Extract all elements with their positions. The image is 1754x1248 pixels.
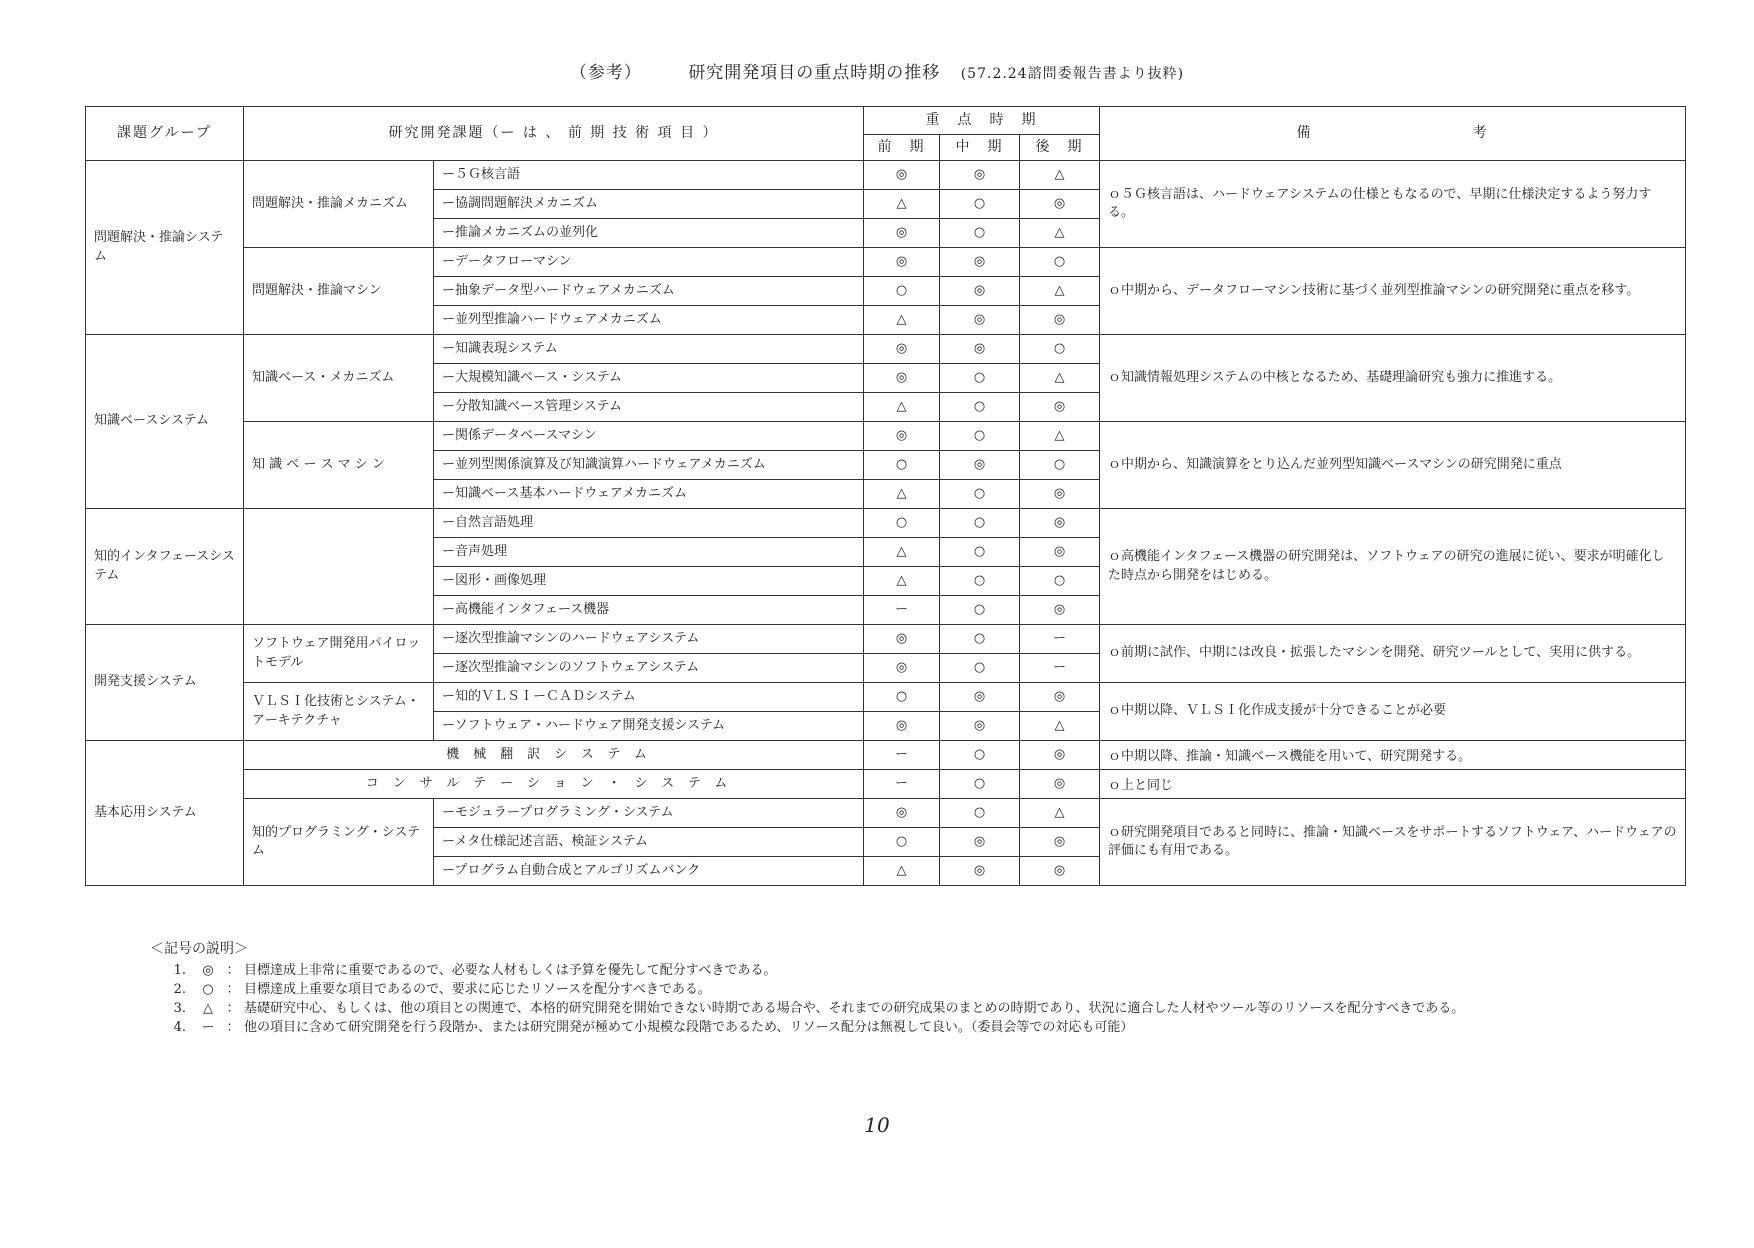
late-mark: ◎ bbox=[1020, 538, 1100, 567]
late-mark: ○ bbox=[1020, 248, 1100, 277]
late-mark: ◎ bbox=[1020, 480, 1100, 509]
subgroup-label: 問題解決・推論メカニズム bbox=[244, 161, 434, 248]
item-name: ー抽象データ型ハードウェアメカニズム bbox=[434, 277, 864, 306]
circle-icon: ○ bbox=[202, 982, 214, 997]
mid-mark: ○ bbox=[940, 422, 1020, 451]
mid-mark: ○ bbox=[940, 799, 1020, 828]
early-mark: △ bbox=[864, 567, 940, 596]
late-mark: ◎ bbox=[1020, 596, 1100, 625]
item-name: ー自然言語処理 bbox=[434, 509, 864, 538]
legend-item: 1. ◎ ： 目標達成上非常に重要であるので、必要な人材もしくは予算を優先して配分すべきである。 bbox=[150, 961, 1614, 980]
early-mark: △ bbox=[864, 306, 940, 335]
early-mark: ◎ bbox=[864, 335, 940, 364]
mid-mark: ◎ bbox=[940, 335, 1020, 364]
late-mark: ◎ bbox=[1020, 857, 1100, 886]
mid-mark: ○ bbox=[940, 770, 1020, 799]
early-mark: ○ bbox=[864, 277, 940, 306]
mid-mark: ◎ bbox=[940, 712, 1020, 741]
item-name: ーデータフローマシン bbox=[434, 248, 864, 277]
mid-mark: ○ bbox=[940, 364, 1020, 393]
group-label: 開発支援システム bbox=[86, 625, 244, 741]
legend-num: 3. bbox=[173, 1001, 186, 1016]
late-mark: ○ bbox=[1020, 335, 1100, 364]
item-name: ー知識ベース基本ハードウェアメカニズム bbox=[434, 480, 864, 509]
late-mark: ◎ bbox=[1020, 306, 1100, 335]
note: ｏ５Ｇ核言語は、ハードウェアシステムの仕様ともなるので、早期に仕様決定するよう努力する。 bbox=[1100, 161, 1686, 248]
subgroup-label: 知 識 ベ ー ス マ シ ン bbox=[244, 422, 434, 509]
legend-text: 目標達成上重要な項目であるので、要求に応じたリソースを配分すべきである。 bbox=[244, 982, 711, 997]
item-name: ー協調問題解決メカニズム bbox=[434, 190, 864, 219]
early-mark: △ bbox=[864, 857, 940, 886]
early-mark: ー bbox=[864, 770, 940, 799]
late-mark: ◎ bbox=[1020, 828, 1100, 857]
early-mark: △ bbox=[864, 393, 940, 422]
mid-mark: ◎ bbox=[940, 277, 1020, 306]
late-mark: ◎ bbox=[1020, 770, 1100, 799]
mid-mark: ◎ bbox=[940, 306, 1020, 335]
early-mark: ○ bbox=[864, 683, 940, 712]
item-name: ー逐次型推論マシンのソフトウェアシステム bbox=[434, 654, 864, 683]
early-mark: ○ bbox=[864, 451, 940, 480]
early-mark: △ bbox=[864, 190, 940, 219]
late-mark: △ bbox=[1020, 712, 1100, 741]
early-mark: △ bbox=[864, 538, 940, 567]
note: ｏ高機能インタフェース機器の研究開発は、ソフトウェアの研究の進展に従い、要求が明確化した時点から開発をはじめる。 bbox=[1100, 509, 1686, 625]
late-mark: ◎ bbox=[1020, 741, 1100, 770]
late-mark: ◎ bbox=[1020, 509, 1100, 538]
item-name: ー逐次型推論マシンのハードウェアシステム bbox=[434, 625, 864, 654]
item-name: ー音声処理 bbox=[434, 538, 864, 567]
item-name: ー知的ＶＬＳＩーＣＡＤシステム bbox=[434, 683, 864, 712]
subgroup-label: 問題解決・推論マシン bbox=[244, 248, 434, 335]
note: ｏ中期以降、ＶＬＳＩ化作成支援が十分できることが必要 bbox=[1100, 683, 1686, 741]
late-mark: △ bbox=[1020, 219, 1100, 248]
early-mark: ー bbox=[864, 741, 940, 770]
header-mid: 中 期 bbox=[940, 135, 1020, 161]
late-mark: △ bbox=[1020, 161, 1100, 190]
item-name: ープログラム自動合成とアルゴリズムバンク bbox=[434, 857, 864, 886]
early-mark: ◎ bbox=[864, 799, 940, 828]
legend-num: 2. bbox=[173, 982, 186, 997]
note: ｏ知識情報処理システムの中核となるため、基礎理論研究も強力に推進する。 bbox=[1100, 335, 1686, 422]
legend-num: 4. bbox=[173, 1020, 186, 1035]
early-mark: ◎ bbox=[864, 625, 940, 654]
legend-num: 1. bbox=[173, 963, 186, 978]
mid-mark: ◎ bbox=[940, 857, 1020, 886]
item-name: ーメタ仕様記述言語、検証システム bbox=[434, 828, 864, 857]
late-mark: ー bbox=[1020, 654, 1100, 683]
note: ｏ研究開発項目であると同時に、推論・知識ベースをサポートするソフトウェア、ハードウェアの評価にも有用である。 bbox=[1100, 799, 1686, 886]
header-late: 後 期 bbox=[1020, 135, 1100, 161]
late-mark: △ bbox=[1020, 799, 1100, 828]
page-number: 10 bbox=[864, 1113, 890, 1137]
note: ｏ中期から、データフローマシン技術に基づく並列型推論マシンの研究開発に重点を移す。 bbox=[1100, 248, 1686, 335]
legend-text: 基礎研究中心、もしくは、他の項目との関連で、本格的研究開発を開始できない時期である場合や、それまでの研究成果のまとめの時期であり、状況に適合した人材やツール等のリソースを配分すべきである。 bbox=[244, 1001, 1465, 1016]
group-label: 知的インタフェースシステム bbox=[86, 509, 244, 625]
mid-mark: ○ bbox=[940, 741, 1020, 770]
legend-item: 3. △ ： 基礎研究中心、もしくは、他の項目との関連で、本格的研究開発を開始できない時期である場合や、それまでの研究成果のまとめの時期であり、状況に適合した人材やツール等のリソースを配分すべきである。 bbox=[150, 999, 1614, 1018]
item-name: ー知識表現システム bbox=[434, 335, 864, 364]
late-mark: ◎ bbox=[1020, 393, 1100, 422]
mid-mark: ◎ bbox=[940, 161, 1020, 190]
subgroup-label: ソフトウェア開発用パイロットモデル bbox=[244, 625, 434, 683]
late-mark: △ bbox=[1020, 422, 1100, 451]
late-mark: △ bbox=[1020, 364, 1100, 393]
early-mark: △ bbox=[864, 480, 940, 509]
subgroup-label bbox=[244, 509, 434, 625]
note: ｏ中期から、知識演算をとり込んだ並列型知識ベースマシンの研究開発に重点 bbox=[1100, 422, 1686, 509]
header-topic: 研究開発課題（ー は 、 前 期 技 術 項 目 ） bbox=[244, 107, 864, 161]
mid-mark: ○ bbox=[940, 393, 1020, 422]
subgroup-label: 知識ベース・メカニズム bbox=[244, 335, 434, 422]
item-name: ー並列型推論ハードウェアメカニズム bbox=[434, 306, 864, 335]
mid-mark: ○ bbox=[940, 625, 1020, 654]
early-mark: ◎ bbox=[864, 219, 940, 248]
item-name: ー推論メカニズムの並列化 bbox=[434, 219, 864, 248]
subgroup-label: 知的プログラミング・システム bbox=[244, 799, 434, 886]
mid-mark: ○ bbox=[940, 596, 1020, 625]
late-mark: ◎ bbox=[1020, 683, 1100, 712]
early-mark: ◎ bbox=[864, 654, 940, 683]
note: ｏ上と同じ bbox=[1100, 770, 1686, 799]
dash-icon: ー bbox=[201, 1020, 215, 1035]
mid-mark: ◎ bbox=[940, 248, 1020, 277]
item-name: 機械翻訳システム bbox=[244, 741, 864, 770]
item-name: コンサルテーション・システム bbox=[244, 770, 864, 799]
item-name: ー並列型関係演算及び知識演算ハードウェアメカニズム bbox=[434, 451, 864, 480]
subgroup-label: ＶＬＳＩ化技術とシステム・アーキテクチャ bbox=[244, 683, 434, 741]
item-name: ー大規模知識ベース・システム bbox=[434, 364, 864, 393]
legend-text: 他の項目に含めて研究開発を行う段階か、または研究開発が極めて小規模な段階であるため、リソース配分は無視して良い。（委員会等での対応も可能） bbox=[244, 1020, 1134, 1035]
late-mark: ◎ bbox=[1020, 190, 1100, 219]
double-circle-icon: ◎ bbox=[202, 963, 214, 978]
late-mark: △ bbox=[1020, 277, 1100, 306]
item-name: ー関係データベースマシン bbox=[434, 422, 864, 451]
item-name: ー高機能インタフェース機器 bbox=[434, 596, 864, 625]
triangle-icon: △ bbox=[203, 1001, 213, 1016]
early-mark: ○ bbox=[864, 828, 940, 857]
title-source: (57.2.24諮問委報告書より抜粋) bbox=[960, 66, 1185, 82]
page-title bbox=[0, 58, 1754, 83]
title-ref: （参考） bbox=[569, 63, 642, 83]
mid-mark: ◎ bbox=[940, 683, 1020, 712]
note: ｏ前期に試作、中期には改良・拡張したマシンを開発、研究ツールとして、実用に供する。 bbox=[1100, 625, 1686, 683]
legend-title: ＜記号の説明＞ bbox=[150, 941, 248, 957]
item-name: ー分散知識ベース管理システム bbox=[434, 393, 864, 422]
priority-table bbox=[85, 106, 1686, 886]
header-period: 重 点 時 期 bbox=[864, 107, 1100, 135]
item-name: ーモジュラープログラミング・システム bbox=[434, 799, 864, 828]
early-mark: ◎ bbox=[864, 364, 940, 393]
title-main: 研究開発項目の重点時期の推移 bbox=[688, 63, 941, 83]
late-mark: ー bbox=[1020, 625, 1100, 654]
symbol-legend bbox=[150, 940, 1614, 1037]
mid-mark: ○ bbox=[940, 219, 1020, 248]
header-notes: 備 考 bbox=[1100, 107, 1686, 161]
early-mark: ◎ bbox=[864, 422, 940, 451]
note: ｏ中期以降、推論・知識ベース機能を用いて、研究開発する。 bbox=[1100, 741, 1686, 770]
mid-mark: ◎ bbox=[940, 828, 1020, 857]
item-name: ー５Ｇ核言語 bbox=[434, 161, 864, 190]
header-early: 前 期 bbox=[864, 135, 940, 161]
mid-mark: ○ bbox=[940, 190, 1020, 219]
legend-item: 2. ○ ： 目標達成上重要な項目であるので、要求に応じたリソースを配分すべきである。 bbox=[150, 980, 1614, 999]
late-mark: ○ bbox=[1020, 567, 1100, 596]
mid-mark: ○ bbox=[940, 480, 1020, 509]
mid-mark: ◎ bbox=[940, 451, 1020, 480]
early-mark: ◎ bbox=[864, 161, 940, 190]
mid-mark: ○ bbox=[940, 538, 1020, 567]
mid-mark: ○ bbox=[940, 654, 1020, 683]
late-mark: ○ bbox=[1020, 451, 1100, 480]
early-mark: ー bbox=[864, 596, 940, 625]
mid-mark: ○ bbox=[940, 567, 1020, 596]
group-label: 知識ベースシステム bbox=[86, 335, 244, 509]
early-mark: ◎ bbox=[864, 248, 940, 277]
early-mark: ○ bbox=[864, 509, 940, 538]
early-mark: ◎ bbox=[864, 712, 940, 741]
legend-item: 4. ー ： 他の項目に含めて研究開発を行う段階か、または研究開発が極めて小規模な段階であるため、リソース配分は無視して良い。（委員会等での対応も可能） bbox=[150, 1018, 1614, 1037]
item-name: ー図形・画像処理 bbox=[434, 567, 864, 596]
group-label: 問題解決・推論システム bbox=[86, 161, 244, 335]
mid-mark: ○ bbox=[940, 509, 1020, 538]
item-name: ーソフトウェア・ハードウェア開発支援システム bbox=[434, 712, 864, 741]
group-label: 基本応用システム bbox=[86, 741, 244, 886]
header-group: 課題グループ bbox=[86, 107, 244, 161]
legend-text: 目標達成上非常に重要であるので、必要な人材もしくは予算を優先して配分すべきである。 bbox=[244, 963, 777, 978]
